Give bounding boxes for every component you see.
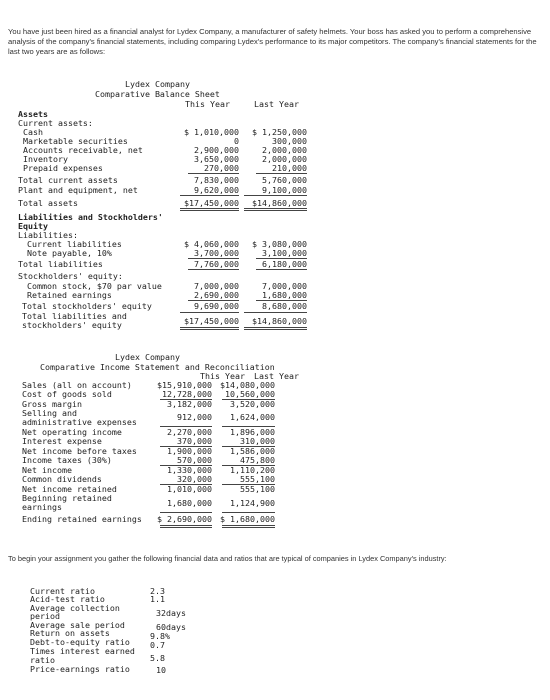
is-cogs-this: 12,728,000 — [162, 389, 212, 399]
is-gross-margin-label: Gross margin — [22, 399, 82, 409]
bs-stockholders-equity-heading: Stockholders' equity: — [18, 271, 123, 281]
is-noi-label: Net operating income — [22, 427, 122, 437]
bs-rule — [244, 312, 307, 313]
bs-liab-heading-2: Equity — [18, 221, 48, 231]
is-taxes-this: 570,000 — [177, 455, 212, 465]
bs-marketable-last: 300,000 — [272, 136, 307, 146]
ratio-tie-label-2: ratio — [30, 655, 55, 665]
bs-double-rule — [244, 208, 307, 211]
is-net-income-label: Net income — [22, 465, 72, 475]
bs-retained-earnings-label: Retained earnings — [27, 290, 112, 300]
is-interest-last: 310,000 — [240, 436, 275, 446]
bs-total-liab-equity-last: $14,860,000 — [252, 316, 307, 326]
bs-total-liabilities-this: 7,760,000 — [194, 259, 239, 269]
bs-prepaid-this: 270,000 — [204, 163, 239, 173]
is-noi-last: 1,896,000 — [230, 427, 275, 437]
bs-rule — [188, 173, 239, 174]
bs-total-equity-this: 9,690,000 — [194, 301, 239, 311]
is-cogs-label: Cost of goods sold — [22, 389, 112, 399]
bs-cash-label: Cash — [23, 127, 43, 137]
bs-plant-this: 9,620,000 — [194, 185, 239, 195]
is-beginning-label-2: earnings — [22, 502, 62, 512]
ratio-tie-value: 5.8 — [150, 653, 165, 663]
bs-current-assets-heading: Current assets: — [18, 118, 93, 128]
ratio-pe-label: Price-earnings ratio — [30, 664, 130, 674]
is-sales-last: $14,080,000 — [220, 380, 275, 390]
is-double-rule — [160, 525, 212, 528]
is-double-rule — [222, 525, 275, 528]
is-dividends-this: 320,000 — [177, 474, 212, 484]
is-net-income-retained-this: 1,010,000 — [167, 484, 212, 494]
is-ending-label: Ending retained earnings — [22, 514, 142, 524]
intro-paragraph: You have just been hired as a financial analyst for Lydex Company, a manufacturer of safety helmets. Your boss has asked you to perform a comprehensive analysis of the company's financial statements, including comparing Lydex's performance to its major competitors. The company's financial statements for the last two years are as follows: — [8, 27, 537, 56]
bs-rule — [188, 269, 239, 270]
is-company-name: Lydex Company — [115, 352, 180, 362]
is-ending-last: $ 1,680,000 — [220, 514, 275, 524]
ratio-acid-value: 1.1 — [150, 594, 165, 604]
bs-total-equity-last: 8,680,000 — [262, 301, 307, 311]
bs-rule — [180, 195, 239, 196]
bs-common-stock-last: 7,000,000 — [262, 281, 307, 291]
is-col-last-year: Last Year — [254, 371, 299, 381]
bs-prepaid-label: Prepaid expenses — [23, 163, 103, 173]
bs-common-stock-label: Common stock, $70 par value — [27, 281, 162, 291]
is-dividends-label: Common dividends — [22, 474, 102, 484]
ratio-current-value: 2.3 — [150, 586, 165, 596]
ratio-collection-label-1: Average collection — [30, 603, 120, 613]
bs-total-current-assets-last: 5,760,000 — [262, 175, 307, 185]
ratio-current-label: Current ratio — [30, 586, 95, 596]
bs-marketable-this: 0 — [234, 136, 239, 146]
is-sales-label: Sales (all on account) — [22, 380, 132, 390]
bs-double-rule — [180, 208, 239, 211]
bs-double-rule — [244, 327, 307, 330]
bs-assets-heading: Assets — [18, 109, 48, 119]
is-ending-this: $ 2,690,000 — [157, 514, 212, 524]
is-taxes-last: 475,800 — [240, 455, 275, 465]
ratio-collection-value: 32days — [156, 608, 186, 618]
bs-note-payable-this: 3,700,000 — [194, 248, 239, 258]
bs-total-assets-last: $14,860,000 — [252, 198, 307, 208]
is-net-income-retained-last: 555,100 — [240, 484, 275, 494]
industry-intro: To begin your assignment you gather the following financial data and ratios that are typical of companies in Lydex Company's industry: — [8, 554, 447, 563]
bs-title: Comparative Balance Sheet — [95, 89, 220, 99]
is-col-this-year: This Year — [200, 371, 245, 381]
bs-cash-this: $ 1,010,000 — [184, 127, 239, 137]
is-selling-this: 912,000 — [177, 412, 212, 422]
is-net-income-last: 1,110,200 — [230, 465, 275, 475]
bs-rule — [244, 195, 307, 196]
bs-marketable-label: Marketable securities — [23, 136, 128, 146]
is-beginning-this: 1,680,000 — [167, 498, 212, 508]
is-nibt-label: Net income before taxes — [22, 446, 137, 456]
is-interest-label: Interest expense — [22, 436, 102, 446]
bs-total-assets-this: $17,450,000 — [184, 198, 239, 208]
bs-note-payable-last: 3,100,000 — [262, 248, 307, 258]
bs-current-liabilities-label: Current liabilities — [27, 239, 122, 249]
is-selling-last: 1,624,000 — [230, 412, 275, 422]
bs-plant-last: 9,100,000 — [262, 185, 307, 195]
bs-liabilities-heading: Liabilities: — [18, 230, 78, 240]
is-gross-margin-last: 3,520,000 — [230, 399, 275, 409]
bs-double-rule — [180, 327, 239, 330]
bs-inventory-label: Inventory — [23, 154, 68, 164]
bs-total-equity-label: Total stockholders' equity — [22, 301, 152, 311]
bs-current-liabilities-this: $ 4,060,000 — [184, 239, 239, 249]
bs-total-liab-equity-label-1: Total liabilities and — [22, 311, 127, 321]
ratio-de-label: Debt-to-equity ratio — [30, 637, 130, 647]
ratio-tie-label-1: Times interest earned — [30, 646, 135, 656]
bs-common-stock-this: 7,000,000 — [194, 281, 239, 291]
bs-retained-earnings-this: 2,690,000 — [194, 290, 239, 300]
is-net-income-this: 1,330,000 — [167, 465, 212, 475]
bs-cash-last: $ 1,250,000 — [252, 127, 307, 137]
bs-total-liab-equity-label-2: stockholders' equity — [22, 320, 122, 330]
is-interest-this: 370,000 — [177, 436, 212, 446]
is-title: Comparative Income Statement and Reconciliation — [40, 362, 275, 372]
bs-rule — [256, 173, 307, 174]
bs-current-liabilities-last: $ 3,080,000 — [252, 239, 307, 249]
bs-retained-earnings-last: 1,680,000 — [262, 290, 307, 300]
bs-note-payable-label: Note payable, 10% — [27, 248, 112, 258]
is-dividends-last: 555,100 — [240, 474, 275, 484]
bs-total-liabilities-label: Total liabilities — [18, 259, 103, 269]
ratio-de-value: 0.7 — [150, 640, 165, 650]
is-beginning-label-1: Beginning retained — [22, 493, 112, 503]
ratio-roa-value: 9.8% — [150, 631, 170, 641]
ratio-pe-value: 10 — [156, 665, 166, 675]
is-rule — [222, 512, 275, 513]
bs-rule — [180, 312, 239, 313]
bs-prepaid-last: 210,000 — [272, 163, 307, 173]
bs-ar-this: 2,900,000 — [194, 145, 239, 155]
bs-total-liabilities-last: 6,180,000 — [262, 259, 307, 269]
bs-total-current-assets-this: 7,830,000 — [194, 175, 239, 185]
ratio-collection-label-2: period — [30, 611, 60, 621]
bs-total-liab-equity-this: $17,450,000 — [184, 316, 239, 326]
is-sales-this: $15,910,000 — [157, 380, 212, 390]
is-noi-this: 2,270,000 — [167, 427, 212, 437]
is-selling-label-1: Selling and — [22, 408, 77, 418]
bs-liab-heading-1: Liabilities and Stockholders' — [18, 212, 163, 222]
bs-col-this-year: This Year — [185, 99, 230, 109]
bs-ar-label: Accounts receivable, net — [23, 145, 143, 155]
is-beginning-last: 1,124,900 — [230, 498, 275, 508]
is-taxes-label: Income taxes (30%) — [22, 455, 112, 465]
bs-ar-last: 2,000,000 — [262, 145, 307, 155]
bs-total-current-assets-label: Total current assets — [18, 175, 118, 185]
ratio-sale-period-label: Average sale period — [30, 620, 125, 630]
bs-rule — [256, 269, 307, 270]
is-cogs-last: 10,560,000 — [225, 389, 275, 399]
is-nibt-this: 1,900,000 — [167, 446, 212, 456]
is-rule — [160, 512, 212, 513]
bs-plant-label: Plant and equipment, net — [18, 185, 138, 195]
bs-company-name: Lydex Company — [125, 79, 190, 89]
is-gross-margin-this: 3,182,000 — [167, 399, 212, 409]
bs-inventory-last: 2,000,000 — [262, 154, 307, 164]
ratio-acid-label: Acid-test ratio — [30, 594, 105, 604]
is-selling-label-2: administrative expenses — [22, 417, 137, 427]
bs-col-last-year: Last Year — [254, 99, 299, 109]
is-net-income-retained-label: Net income retained — [22, 484, 117, 494]
is-nibt-last: 1,586,000 — [230, 446, 275, 456]
bs-inventory-this: 3,650,000 — [194, 154, 239, 164]
ratio-sale-period-value: 60days — [156, 622, 186, 632]
bs-total-assets-label: Total assets — [18, 198, 78, 208]
ratio-roa-label: Return on assets — [30, 628, 110, 638]
